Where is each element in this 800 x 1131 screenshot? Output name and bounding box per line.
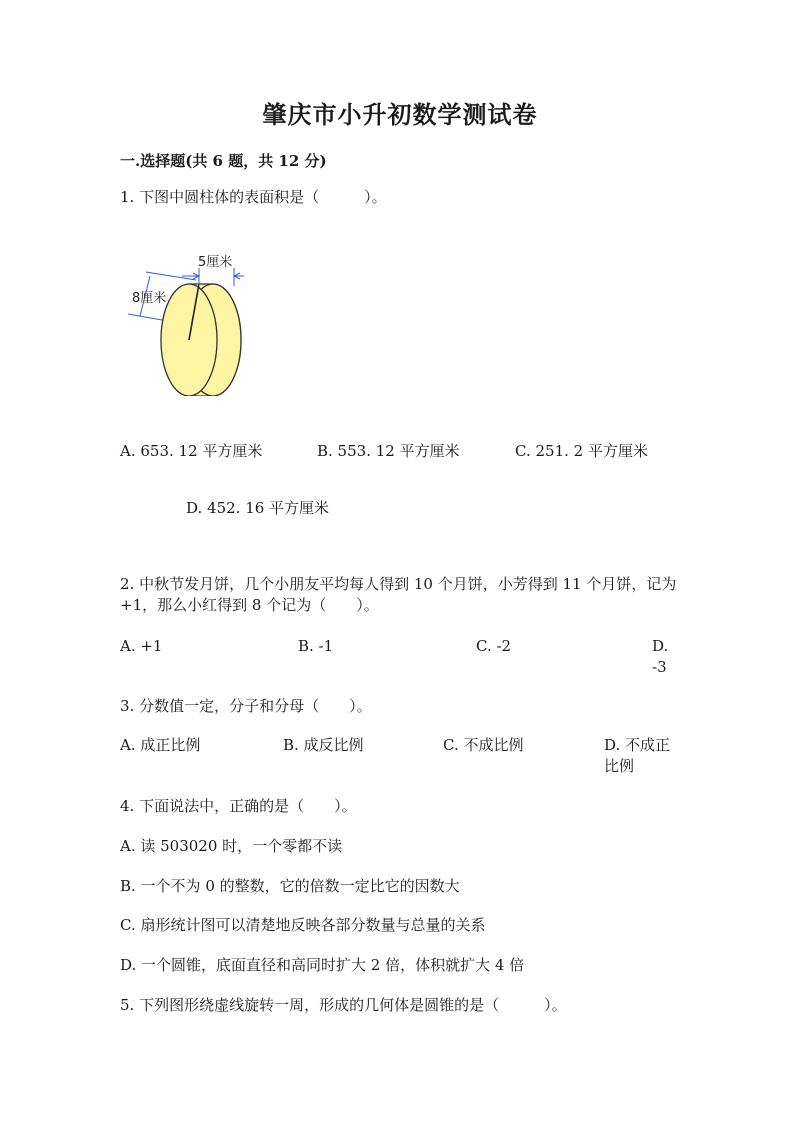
height-dim-bottom — [128, 314, 162, 320]
q4-option-a: A. 读 503020 时，一个零都不读 — [120, 837, 343, 855]
q3-option-c: C. 不成比例 — [443, 736, 524, 754]
question-3-text: 3. 分数值一定，分子和分母（ ）。 — [120, 697, 372, 715]
page-title: 肇庆市小升初数学测试卷 — [262, 100, 538, 129]
question-4-text: 4. 下面说法中，正确的是（ ）。 — [120, 797, 357, 815]
question-1-text: 1. 下图中圆柱体的表面积是（ ）。 — [120, 188, 387, 206]
q2-option-c: C. -2 — [476, 637, 512, 655]
q4-option-c: C. 扇形统计图可以清楚地反映各部分数量与总量的关系 — [120, 916, 486, 934]
question-2-text: 2. 中秋节发月饼，几个小朋友平均每人得到 10 个月饼，小芳得到 11 个月饼，记为+1，那么小红得到 8 个记为（ ）。 — [120, 575, 677, 614]
q3-option-b: B. 成反比例 — [283, 736, 364, 754]
q1-option-a: A. 653. 12 平方厘米 — [120, 442, 263, 460]
q1-option-b: B. 553. 12 平方厘米 — [317, 442, 460, 460]
q4-option-b: B. 一个不为 0 的整数，它的倍数一定比它的因数大 — [120, 877, 460, 895]
q1-option-c: C. 251. 2 平方厘米 — [515, 442, 648, 460]
q1-option-d: D. 452. 16 平方厘米 — [186, 499, 330, 517]
q2-option-a: A. +1 — [120, 637, 163, 655]
height-label: 8厘米 — [132, 291, 167, 306]
q3-option-a: A. 成正比例 — [120, 736, 201, 754]
question-5-text: 5. 下列图形绕虚线旋转一周，形成的几何体是圆锥的是（ ）。 — [120, 996, 567, 1014]
cylinder-figure — [126, 246, 256, 396]
q4-option-d: D. 一个圆锥，底面直径和高同时扩大 2 倍，体积就扩大 4 倍 — [120, 956, 525, 974]
section-heading: 一.选择题(共 6 题，共 12 分) — [120, 152, 327, 170]
radius-label: 5厘米 — [198, 255, 233, 270]
q2-option-d: D. -3 — [652, 637, 669, 676]
q3-option-d: D. 不成正比例 — [604, 736, 671, 775]
q2-option-b: B. -1 — [298, 637, 334, 655]
